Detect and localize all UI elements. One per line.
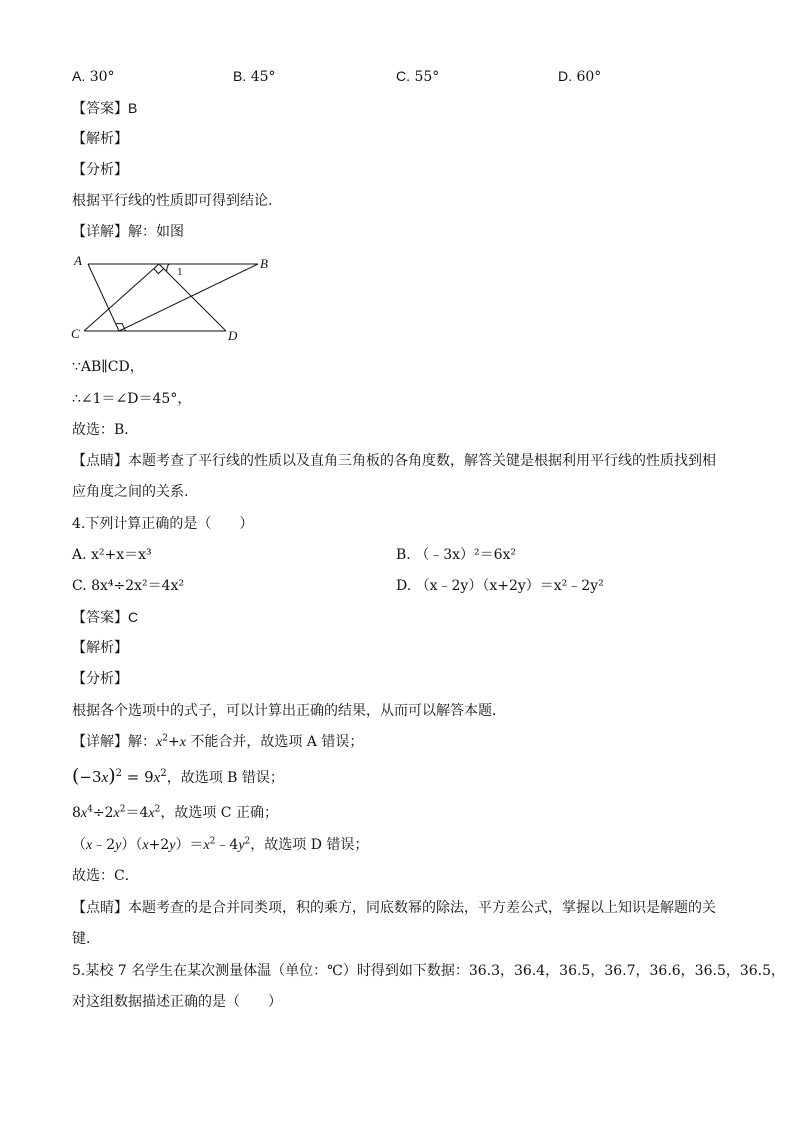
q3-choose: 故选：B． <box>72 422 139 438</box>
q3-option-a: A. 30° <box>72 68 115 85</box>
q3-answer: 【答案】B <box>72 100 138 117</box>
label-angle-1: 1 <box>177 266 183 278</box>
q3-option-d: D. 60° <box>558 68 602 85</box>
label-b: B <box>260 256 268 271</box>
label-c: C <box>71 326 80 341</box>
triangle-side-d <box>159 264 226 331</box>
q4-option-b: B. （﹣3x）²＝6x² <box>396 547 517 563</box>
q4-fenxi: 【分析】 <box>72 671 128 687</box>
q4-xiangjie-line4: $(x﹣2y)(x+2y)=x^2﹣4y^2$，故选项 D 错误； <box>72 836 369 853</box>
q4-option-a: A. x²+x＝x³ <box>72 547 152 563</box>
q4-xiangjie-line3: $8x^4\div 2x^2=4x^2$，故选项 C 正确； <box>72 804 278 821</box>
q4-dianjing: 【点睛】本题考查的是合并同类项，积的乘方，同底数幂的除法，平方差公式，掌握以上知识是解题的关 <box>72 900 716 916</box>
q4-choose: 故选：C． <box>72 868 139 884</box>
triangle-hyp-c <box>84 264 159 331</box>
q4-jiexi: 【解析】 <box>72 640 128 656</box>
right-angle-mark-top <box>154 269 164 274</box>
angle-1-arc <box>167 264 169 271</box>
q4-xiangjie-line2: $(-3x)^2 = 9x^2$，故选项 B 错误； <box>72 765 284 787</box>
triangle-side-a <box>88 264 119 331</box>
line-to-b <box>119 264 258 331</box>
q3-option-c: C. 55° <box>396 68 440 85</box>
q3-step1: ∵AB∥CD， <box>72 359 144 375</box>
q4-option-d: D. （x﹣2y）（x+2y）＝x²﹣2y² <box>396 578 604 594</box>
geometry-figure <box>68 250 278 346</box>
q4-answer: 【答案】C <box>72 609 139 626</box>
q4-dianjing-cont: 键． <box>72 931 100 947</box>
q4-stem: 4.下列计算正确的是（ ） <box>72 516 254 532</box>
q4-fenxi-text: 根据各个选项中的式子，可以计算出正确的结果，从而可以解答本题． <box>72 703 506 719</box>
q3-dianjing-cont: 应角度之间的关系. <box>72 484 189 500</box>
q3-dianjing: 【点睛】本题考查了平行线的性质以及直角三角板的各角度数，解答关键是根据利用平行线的性质找到相 <box>72 453 716 469</box>
q3-xiangjie: 【详解】解：如图 <box>72 224 184 240</box>
q3-option-b: B. 45° <box>233 68 276 85</box>
q3-fenxi: 【分析】 <box>72 162 128 178</box>
q4-option-c: C. 8x⁴÷2x²＝4x² <box>72 578 185 594</box>
q5-stem-line1: 5.某校 7 名学生在某次测量体温（单位：℃）时得到如下数据：36.3，36.4，36.5，36.7，36.6，36.5，36.5， <box>72 963 786 979</box>
q3-jiexi: 【解析】 <box>72 131 128 147</box>
label-d: D <box>228 328 238 343</box>
label-a: A <box>74 253 82 268</box>
q4-xiangjie-line1: 【详解】解：$x^2+x$ 不能合并，故选项 A 错误； <box>72 733 364 750</box>
q3-step2: ∴∠1＝∠D＝45°， <box>72 391 192 407</box>
q3-fenxi-text: 根据平行线的性质即可得到结论． <box>72 193 282 209</box>
q5-stem-line2: 对这组数据描述正确的是（ ） <box>72 994 282 1010</box>
